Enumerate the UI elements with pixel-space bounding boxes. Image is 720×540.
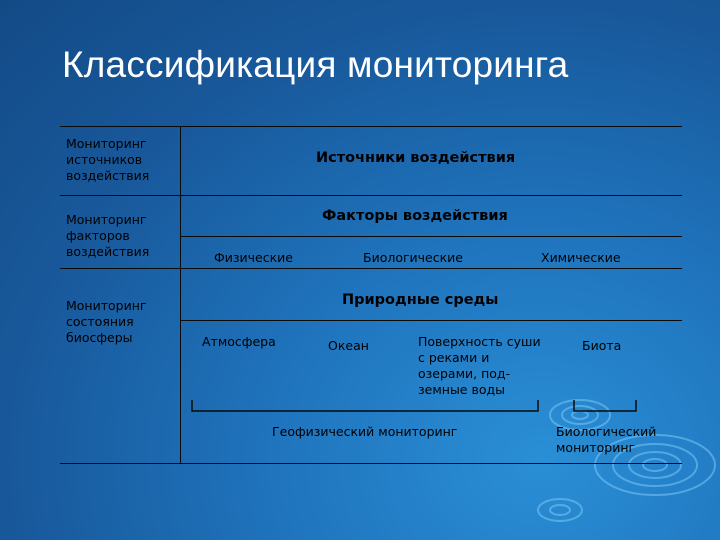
- row-label-biosphere: Мониторинг состояния биосферы: [66, 298, 147, 345]
- factor-physical: Физические: [214, 250, 293, 265]
- slide-title: Классификация мониторинга: [62, 44, 569, 85]
- factor-chemical: Химические: [541, 250, 621, 265]
- table-top-border: [60, 126, 682, 127]
- table-bottom-border: [60, 463, 682, 464]
- group-biological: Биологический мониторинг: [556, 424, 657, 455]
- header-factors: Факторы воздействия: [322, 208, 508, 224]
- factor-biological: Биологические: [363, 250, 463, 265]
- row-divider-1: [60, 195, 682, 196]
- row-label-factors: Мониторинг факторов воздействия: [66, 212, 150, 259]
- media-atmosphere: Атмосфера: [202, 334, 276, 349]
- media-land-surface: Поверхность суши с реками и озерами, под-земные воды: [418, 334, 541, 397]
- factors-sub-divider: [180, 236, 682, 237]
- row-divider-2: [60, 268, 682, 269]
- row-label-sources: Мониторинг источников воздействия: [66, 136, 150, 183]
- header-sources: Источники воздействия: [316, 150, 516, 166]
- media-sub-divider: [180, 320, 682, 321]
- media-ocean: Океан: [328, 338, 369, 353]
- group-geophysical: Геофизический мониторинг: [272, 424, 458, 439]
- media-biota: Биота: [582, 338, 622, 353]
- geophysical-bracket: [190, 398, 540, 414]
- header-media: Природные среды: [342, 292, 499, 308]
- biological-bracket: [572, 398, 638, 414]
